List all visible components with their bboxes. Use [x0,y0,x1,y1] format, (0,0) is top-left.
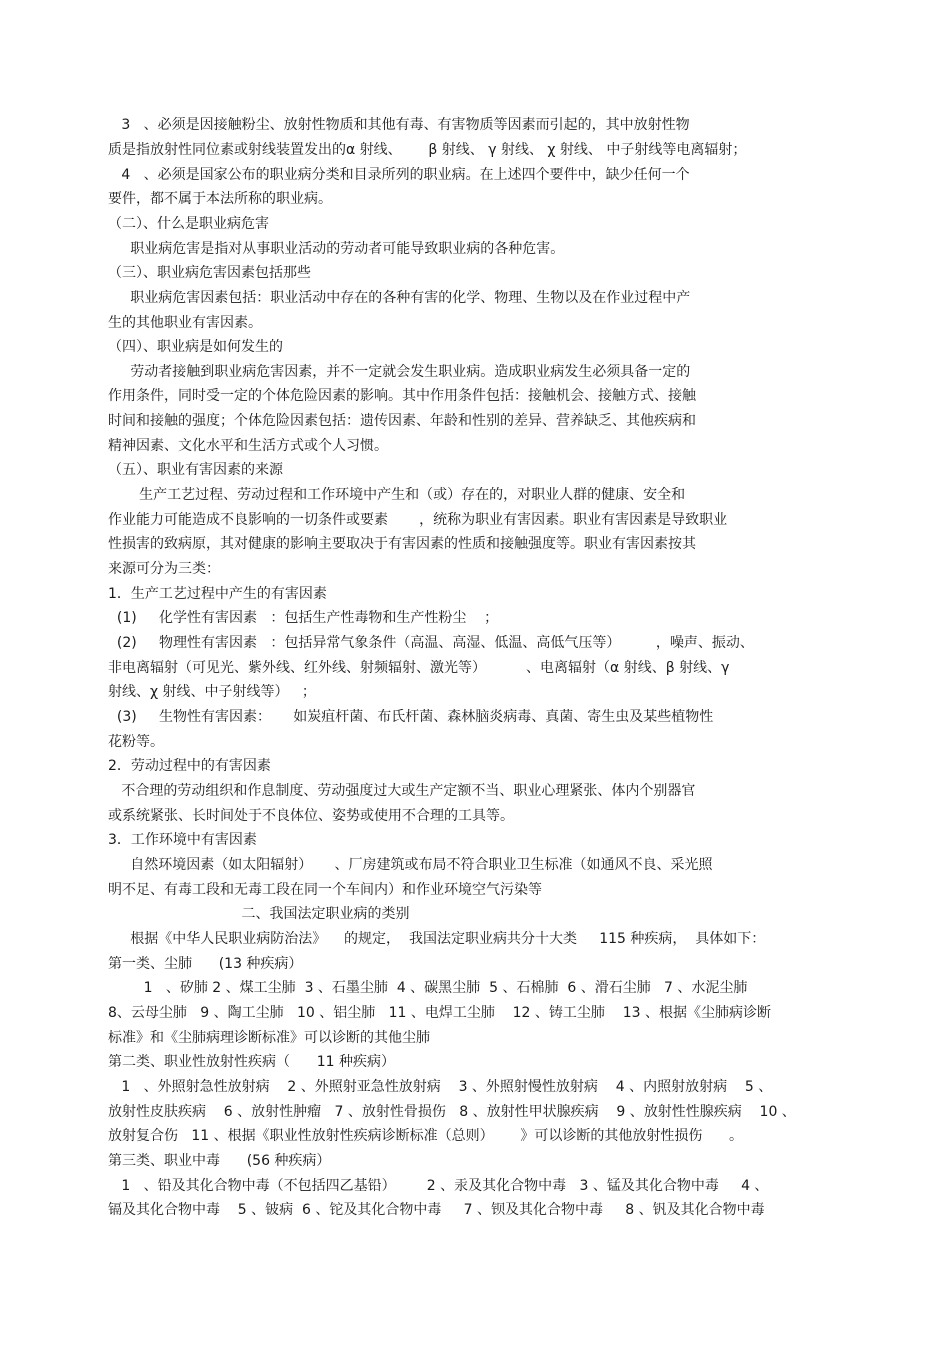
section-heading: （三）、职业病危害因素包括那些 [108,265,311,281]
text-line: 自然环境因素（如太阳辐射） 、厂房建筑或布局不符合职业卫生标准（如通风不良、采光照 [108,857,713,873]
text-line: 1 、铅及其化合物中毒（不包括四乙基铅） 2 、汞及其化合物中毒 3 、锰及其化合物中毒 4 、 [108,1178,769,1194]
text-line: 不合理的劳动组织和作息制度、劳动强度过大或生产定额不当、职业心理紧张、体内个别器官 [108,783,696,799]
text-line: 1 、外照射急性放射病 2 、外照射亚急性放射病 3 、外照射慢性放射病 4 、内照射放射病 5 、 [108,1079,773,1095]
text-line: 或系统紧张、长时间处于不良体位、姿势或使用不合理的工具等。 [108,808,514,824]
chapter-heading: 二、我国法定职业病的类别 [108,906,410,922]
subsection-heading: 2．劳动过程中的有害因素 [108,758,271,774]
text-line: 来源可分为三类： [108,561,220,577]
text-line: 职业病危害因素包括：职业活动中存在的各种有害的化学、物理、生物以及在作业过程中产 [108,290,691,306]
text-line: 4 、必须是国家公布的职业病分类和目录所列的职业病。在上述四个要件中，缺少任何一个 [108,167,690,183]
category-heading: 第二类、职业性放射性疾病（ 11 种疾病） [108,1054,395,1070]
subsection-heading: 3．工作环境中有害因素 [108,832,257,848]
text-line: 精神因素、文化水平和生活方式或个人习惯。 [108,438,388,454]
text-line: 射线、χ 射线、中子射线等） ； [108,684,316,700]
text-line: 非电离辐射（可见光、紫外线、红外线、射频辐射、激光等） 、电离辐射（α 射线、β 射线、γ [108,660,730,676]
category-heading: 第三类、职业中毒 (56 种疾病） [108,1153,331,1169]
section-heading: （四）、职业病是如何发生的 [108,339,283,355]
text-line: 时间和接触的强度；个体危险因素包括：遗传因素、年龄和性别的差异、营养缺乏、其他疾病和 [108,413,696,429]
text-line: 性损害的致病原，其对健康的影响主要取决于有害因素的性质和接触强度等。职业有害因素按其 [108,536,696,552]
text-line: 作业能力可能造成不良影响的一切条件或要素 ，统称为职业有害因素。职业有害因素是导致职业 [108,512,728,528]
text-line: 根据《中华人民职业病防治法》 的规定， 我国法定职业病共分十大类 115 种疾病， 具体如下： [108,931,766,947]
text-line: (2) 物理性有害因素 ：包括异常气象条件（高温、高湿、低温、高低气压等） ，噪声、振动、 [108,635,754,651]
text-line: 镉及其化合物中毒 5 、铍病 6 、铊及其化合物中毒 7 、钡及其化合物中毒 8 、钒及其化合物中毒 [108,1202,765,1218]
text-line: 8、云母尘肺 9 、陶工尘肺 10 、铝尘肺 11 、电焊工尘肺 12 、铸工尘肺 13 、根据《尘肺病诊断 [108,1005,771,1021]
text-line: 质是指放射性同位素或射线装置发出的α 射线、 β 射线、 γ 射线、 χ 射线、 中子射线等电离辐射； [108,142,747,158]
text-line: 要件，都不属于本法所称的职业病。 [108,191,332,207]
text-line: (3) 生物性有害因素： 如炭疽杆菌、布氏杆菌、森林脑炎病毒、真菌、寄生虫及某些植物性 [108,709,714,725]
section-heading: （二）、什么是职业病危害 [108,216,269,232]
text-line: 标准》和《尘肺病理诊断标准》可以诊断的其他尘肺 [108,1030,430,1046]
text-line: 放射性皮肤疾病 6 、放射性肿瘤 7 、放射性骨损伤 8 、放射性甲状腺疾病 9 、放射性性腺疾病 10 、 [108,1104,796,1120]
text-line: 放射复合伤 11 、根据《职业性放射性疾病诊断标准（总则） 》可以诊断的其他放射性损伤 。 [108,1128,744,1144]
text-line: 作用条件，同时受一定的个体危险因素的影响。其中作用条件包括：接触机会、接触方式、接触 [108,388,696,404]
section-heading: （五）、职业有害因素的来源 [108,462,283,478]
text-line: 明不足、有毒工段和无毒工段在同一个车间内）和作业环境空气污染等 [108,882,542,898]
text-line: 职业病危害是指对从事职业活动的劳动者可能导致职业病的各种危害。 [108,241,565,257]
text-line: (1) 化学性有害因素 ：包括生产性毒物和生产性粉尘 ； [108,610,499,626]
text-line: 1 、矽肺 2 、煤工尘肺 3 、石墨尘肺 4 、碳黑尘肺 5 、石棉肺 6 、滑石尘肺 7 、水泥尘肺 [108,980,748,996]
category-heading: 第一类、尘肺 (13 种疾病） [108,956,303,972]
text-line: 生的其他职业有害因素。 [108,315,262,331]
subsection-heading: 1．生产工艺过程中产生的有害因素 [108,586,327,602]
text-line: 3 、必须是因接触粉尘、放射性物质和其他有毒、有害物质等因素而引起的，其中放射性物 [108,117,690,133]
text-line: 花粉等。 [108,734,164,750]
text-line: 劳动者接触到职业病危害因素，并不一定就会发生职业病。造成职业病发生必须具备一定的 [108,364,691,380]
text-line: 生产工艺过程、劳动过程和工作环境中产生和（或）存在的，对职业人群的健康、安全和 [108,487,686,503]
